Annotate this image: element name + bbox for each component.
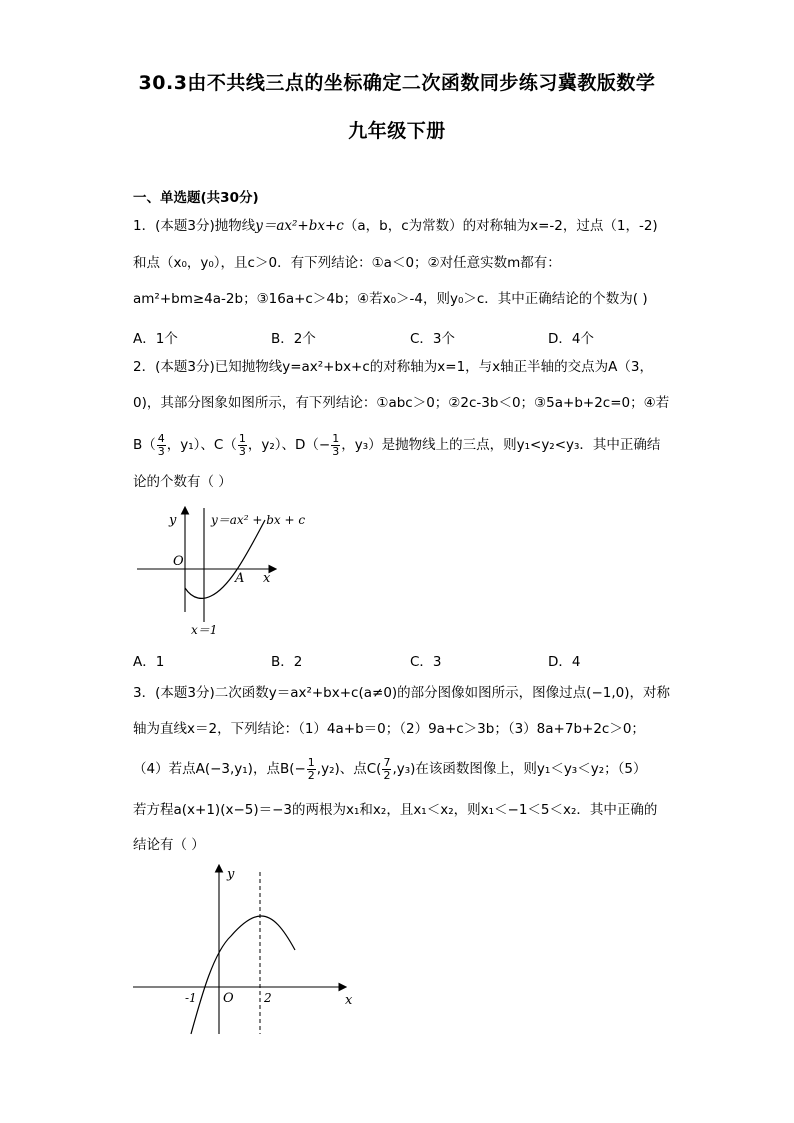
q1-option-c[interactable]: C．3个	[410, 331, 456, 347]
q2-line3	[133, 430, 660, 460]
q2-fraction-c: $\frac{1}{3}$	[238, 431, 246, 458]
q3-line3-prefix: （4）若点A(−3,y₁)，点B(−	[133, 761, 306, 777]
q3-origin-label: O	[223, 991, 234, 1006]
q2-option-b[interactable]: B．2	[271, 654, 303, 670]
q2-line3-suffix: ，y₃）是抛物线上的三点，则y₁<y₂<y₃．其中正确结	[341, 437, 661, 453]
q1-line2: 和点（x₀，y₀），且c＞0．有下列结论：①a＜0；②对任意实数m都有：	[133, 255, 561, 271]
q1-option-d[interactable]: D．4个	[548, 331, 594, 347]
q3-line2: 轴为直线x＝2，下列结论：（1）4a+b＝0；（2）9a+c＞3b；（3）8a+7b+2c＞0；	[133, 721, 645, 737]
q2-line4: 论的个数有（ ）	[133, 474, 232, 490]
q2-line2: 0)，其部分图象如图所示，有下列结论：①abc＞0；②2c-3b＜0；③5a+b+2c=0；④若	[133, 395, 670, 411]
q3-line3-mid: ,y₂)、点C(	[316, 761, 382, 777]
q2-parabola	[185, 520, 265, 598]
q2-point-c-label: ，y₁）、C（	[166, 437, 237, 453]
q2-axis-label: x＝1	[191, 623, 218, 637]
q3-line5: 结论有（ ）	[133, 837, 205, 853]
q3-fraction-b: $\frac{1}{2}$	[307, 755, 315, 782]
q3-parabola	[191, 916, 295, 1034]
q3-y-label: y	[227, 867, 235, 882]
q3-line3	[133, 754, 646, 784]
q3-fraction-c: $\frac{7}{2}$	[383, 755, 391, 782]
q2-equation-label: y＝ax² + bx + c	[211, 513, 306, 527]
q3-tick-neg1: -1	[185, 991, 197, 1005]
q2-point-a-label: A	[235, 571, 245, 586]
page-title-line2: 九年级下册	[348, 120, 446, 142]
q2-option-a[interactable]: A．1	[133, 654, 165, 670]
q3-line4: 若方程a(x+1)(x−5)＝−3的两根为x₁和x₂，且x₁＜x₂，则x₁＜−1＜5＜x₂．其中正确的	[133, 802, 658, 818]
q3-tick-2: 2	[264, 991, 272, 1005]
q1-line1-suffix: （a，b，c为常数）的对称轴为x=-2，过点（1，-2)	[343, 218, 658, 234]
q2-option-c[interactable]: C．3	[410, 654, 442, 670]
q2-fraction-b: $\frac{4}{3}$	[157, 431, 165, 458]
q3-line3-suffix: ,y₃)在该函数图像上，则y₁＜y₃＜y₂；（5）	[392, 761, 647, 777]
q1-line1	[133, 216, 658, 236]
q2-x-label: x	[263, 571, 271, 586]
q2-point-b-label: B（	[133, 437, 156, 453]
q3-line1: 3．(本题3分)二次函数y＝ax²+bx+c(a≠0)的部分图像如图所示，图像过点(−1,0)，对称	[133, 685, 670, 701]
q1-option-a[interactable]: A．1个	[133, 331, 178, 347]
q1-line1-prefix: 1．(本题3分)抛物线	[133, 218, 256, 234]
q2-point-d-label: ，y₂）、D（−	[247, 437, 331, 453]
q1-line3: am²+bm≥4a-2b；③16a+c＞4b；④若x₀＞-4，则y₀＞c．其中正确结论的个数为( )	[133, 291, 648, 307]
q2-line1: 2．(本题3分)已知抛物线y=ax²+bx+c的对称轴为x=1，与x轴正半轴的交点为A（3，	[133, 359, 653, 375]
page-title-line1: 30.3由不共线三点的坐标确定二次函数同步练习冀教版数学	[138, 72, 656, 94]
q3-x-label: x	[345, 993, 353, 1008]
q2-y-label: y	[169, 513, 177, 528]
q3-graph	[133, 858, 363, 1038]
q2-origin-label: O	[173, 554, 184, 569]
q1-option-b[interactable]: B．2个	[271, 331, 316, 347]
q2-graph	[133, 500, 306, 640]
section-heading: 一、单选题(共30分)	[133, 190, 259, 206]
q1-equation: y＝ax²+bx+c	[255, 218, 344, 234]
q2-option-d[interactable]: D．4	[548, 654, 581, 670]
q2-fraction-d: $\frac{1}{3}$	[332, 431, 340, 458]
